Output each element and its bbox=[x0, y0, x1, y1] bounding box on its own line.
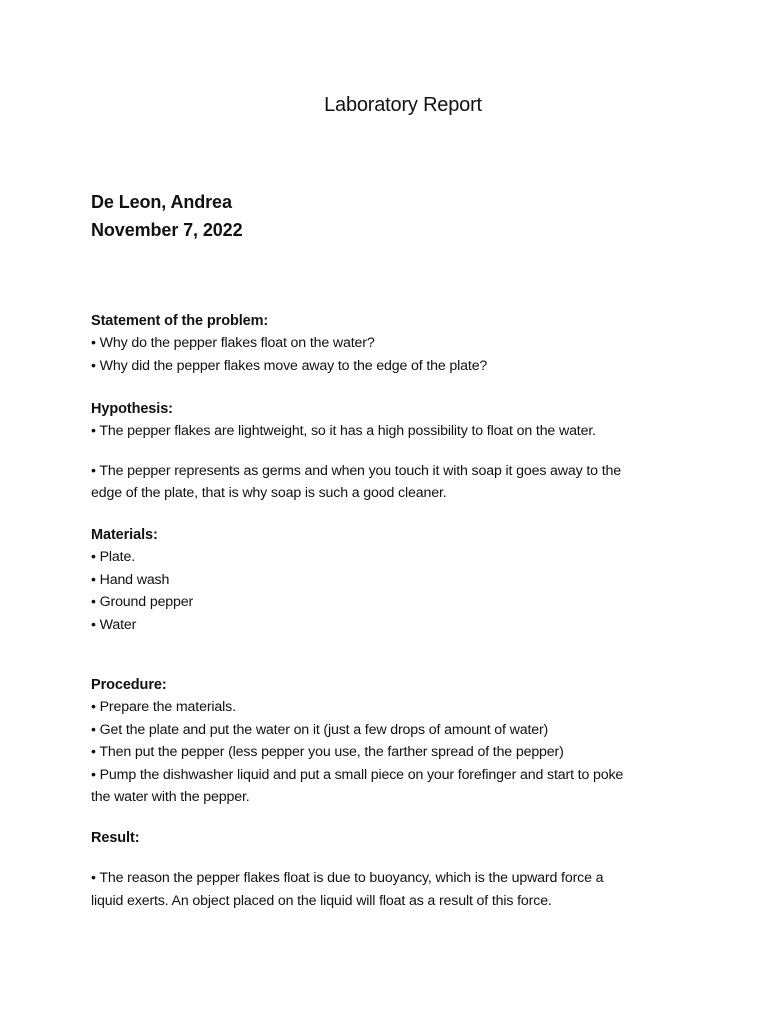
list-item: • Water bbox=[91, 616, 137, 633]
section-materials bbox=[91, 524, 691, 636]
section-heading: Materials: bbox=[91, 527, 158, 543]
result-body bbox=[91, 867, 691, 912]
list-item: • Prepare the materials. bbox=[91, 699, 236, 715]
list-item-continuation: the water with the pepper. bbox=[91, 789, 250, 805]
list-item: • Hand wash bbox=[91, 571, 170, 588]
list-item: • The pepper represents as germs and when you touch it with soap it goes away to the bbox=[91, 462, 621, 479]
author-name: De Leon, Andrea bbox=[91, 192, 232, 212]
report-date: November 7, 2022 bbox=[91, 220, 243, 240]
list-item-continuation: liquid exerts. An object placed on the liquid will float as a result of this force. bbox=[91, 892, 552, 909]
list-item: • Why did the pepper flakes move away to the edge of the plate? bbox=[91, 357, 488, 374]
section-heading: Result: bbox=[91, 830, 140, 846]
list-item: • Ground pepper bbox=[91, 594, 194, 610]
section-problem bbox=[91, 310, 691, 377]
section-heading: Statement of the problem: bbox=[91, 313, 269, 329]
list-item: • Plate. bbox=[91, 549, 135, 565]
section-heading: Hypothesis: bbox=[91, 401, 173, 417]
paragraph-gap bbox=[91, 443, 691, 460]
list-item: • Pump the dishwasher liquid and put a small piece on your forefinger and start to poke bbox=[91, 766, 624, 783]
section-procedure bbox=[91, 674, 691, 809]
list-item: • Then put the pepper (less pepper you use, the farther spread of the pepper) bbox=[91, 744, 564, 760]
document-title: Laboratory Report bbox=[324, 94, 482, 116]
list-item-continuation: edge of the plate, that is why soap is such a good cleaner. bbox=[91, 485, 447, 501]
list-item: • Why do the pepper flakes float on the water? bbox=[91, 335, 375, 351]
list-item: • The reason the pepper flakes float is due to buoyancy, which is the upward force a bbox=[91, 870, 604, 886]
section-hypothesis bbox=[91, 398, 691, 505]
section-result bbox=[91, 827, 691, 912]
list-item: • Get the plate and put the water on it (just a few drops of amount of water) bbox=[91, 721, 549, 738]
list-item: • The pepper flakes are lightweight, so it has a high possibility to float on the water. bbox=[91, 423, 596, 439]
section-heading: Procedure: bbox=[91, 677, 167, 693]
